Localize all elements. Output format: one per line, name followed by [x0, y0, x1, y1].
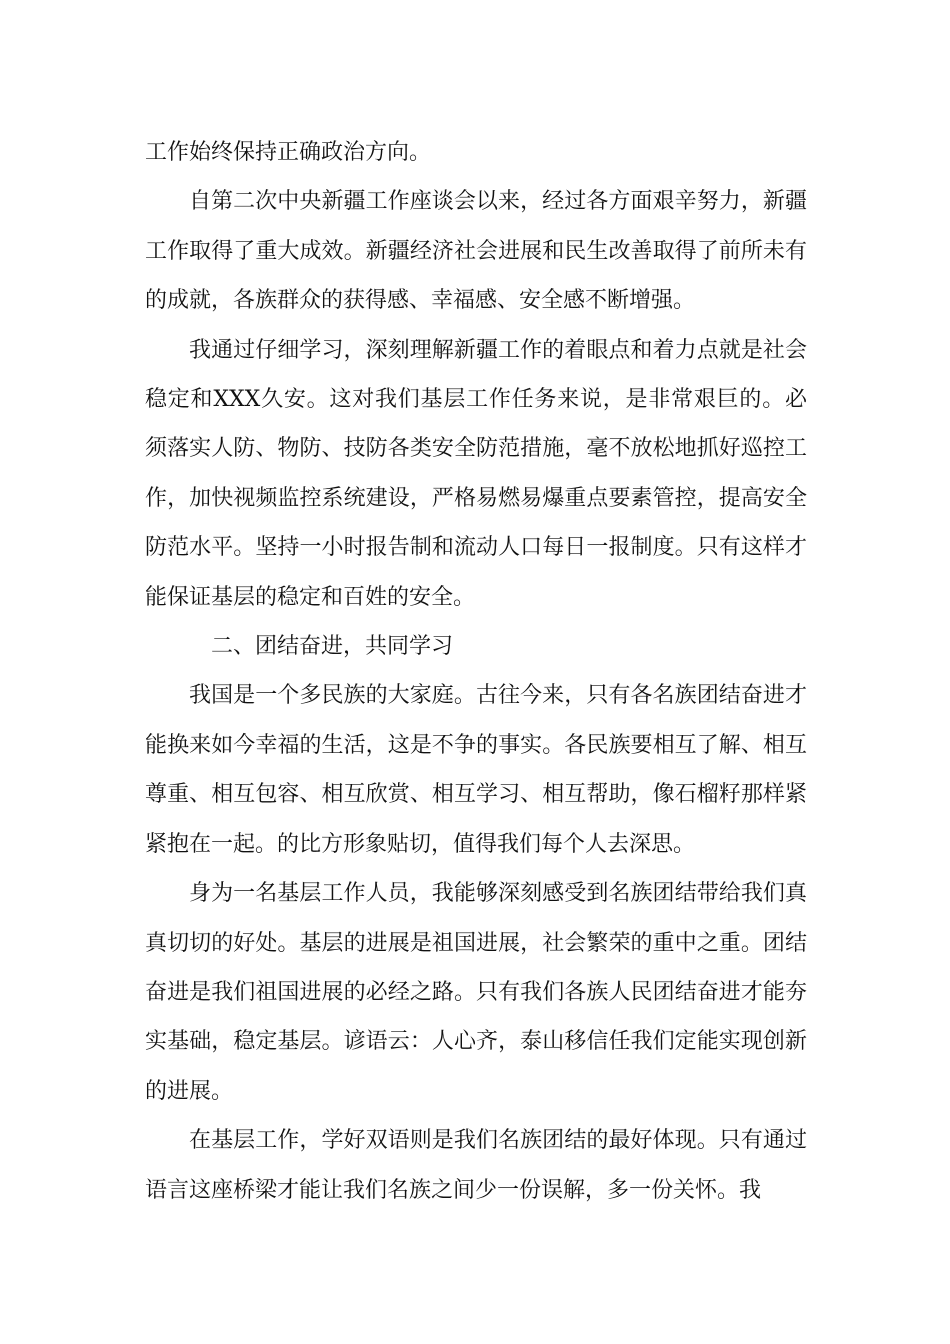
paragraph-grassroots: 身为一名基层工作人员，我能够深刻感受到名族团结带给我们真真切切的好处。基层的进展是祖国进展，社会繁荣的重中之重。团结奋进是我们祖国进展的必经之路。只有我们各族人民团结奋进才能夯实基础，稳定基层。谚语云：人心齐，泰山移信任我们定能实现创新的进展。 [145, 881, 807, 1104]
paragraph-achievements: 自第二次中央新疆工作座谈会以来，经过各方面艰辛努力，新疆工作取得了重大成效。新疆经济社会进展和民生改善取得了前所未有的成就，各族群众的获得感、幸福感、安全感不断增强。 [145, 189, 807, 314]
paragraph-multi-ethnic: 我国是一个多民族的大家庭。古往今来，只有各名族团结奋进才能换来如今幸福的生活，这是不争的事实。各民族要相互了解、相互尊重、相互包容、相互欣赏、相互学习、相互帮助，像石榴籽那样紧紧抱在一起。的比方形象贴切，值得我们每个人去深思。 [145, 683, 807, 857]
paragraph-security: 我通过仔细学习，深刻理解新疆工作的着眼点和着力点就是社会稳定和XXX久安。这对我们基层工作任务来说，是非常艰巨的。必须落实人防、物防、技防各类安全防范措施，毫不放松地抓好巡控工作，加快视频监控系统建设，严格易燃易爆重点要素管控，提高安全防范水平。坚持一小时报告制和流动人口每日一报制度。只有这样才能保证基层的稳定和百姓的安全。 [145, 337, 807, 610]
paragraph-continuation: 工作始终保持正确政治方向。 [145, 140, 432, 165]
document-body [145, 128, 807, 1215]
paragraph-bilingual: 在基层工作，学好双语则是我们名族团结的最好体现。只有通过语言这座桥梁才能让我们名族之间少一份误解，多一份关怀。我 [145, 1128, 807, 1203]
section-heading-unity: 二、团结奋进，共同学习 [211, 634, 454, 660]
